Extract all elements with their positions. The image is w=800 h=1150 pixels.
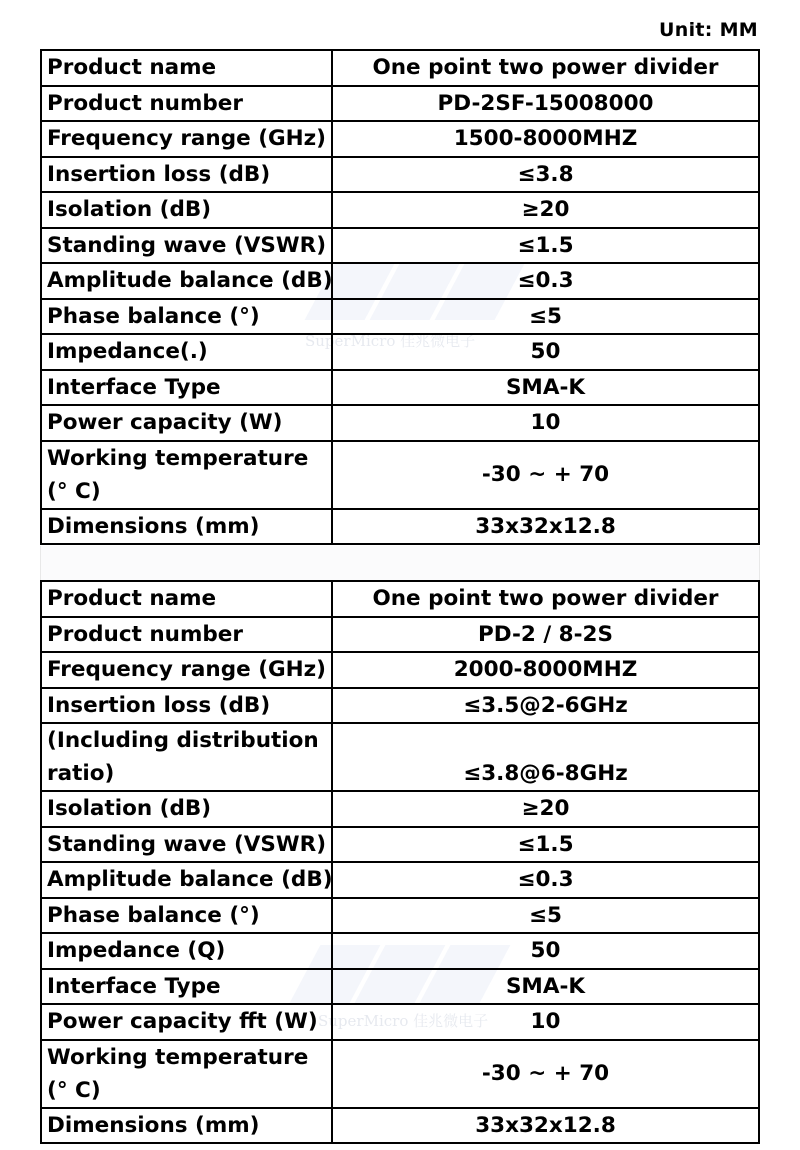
row-label: Frequency range (GHz) [41, 652, 332, 688]
unit-label: Unit: MM [659, 19, 758, 41]
row-value: PD-2 / 8-2S [332, 617, 759, 653]
row-label: Power capacity (W) [41, 405, 332, 441]
table-row [41, 121, 759, 157]
row-value: -30 ~ + 70 [332, 1040, 759, 1108]
row-label: Product name [41, 581, 332, 617]
row-label: Phase balance (°) [41, 299, 332, 335]
row-label: Interface Type [41, 969, 332, 1005]
row-label: Amplitude balance (dB) [41, 862, 332, 898]
table-row [41, 688, 759, 724]
table-row [41, 50, 759, 86]
table-row [41, 370, 759, 406]
row-value: One point two power divider [332, 581, 759, 617]
table-row [41, 192, 759, 228]
row-label: Impedance (Q) [41, 933, 332, 969]
row-value: SMA-K [332, 969, 759, 1005]
table-row [41, 898, 759, 934]
row-value: 50 [332, 334, 759, 370]
row-label: Interface Type [41, 370, 332, 406]
row-value: -30 ~ + 70 [332, 441, 759, 509]
table-row [41, 791, 759, 827]
row-label: Working temperature (° C) [41, 441, 332, 509]
table-row [41, 299, 759, 335]
row-value: ≤1.5 [332, 827, 759, 863]
row-value: 33x32x12.8 [332, 509, 759, 545]
watermark-text-1: SuperMicro 佳兆微电子 [305, 332, 476, 350]
table-row [41, 1040, 759, 1108]
row-label: Amplitude balance (dB) [41, 263, 332, 299]
row-label: Phase balance (°) [41, 898, 332, 934]
row-value: ≤3.5@2-6GHz [332, 688, 759, 724]
row-label: Insertion loss (dB) [41, 688, 332, 724]
row-value: 10 [332, 1004, 759, 1040]
watermark-text-2: SuperMicro 佳兆微电子 [318, 1012, 489, 1030]
table-row [41, 862, 759, 898]
table-row [41, 405, 759, 441]
table-row [41, 228, 759, 264]
row-label: Isolation (dB) [41, 791, 332, 827]
table-row [41, 157, 759, 193]
row-label: Product number [41, 617, 332, 653]
row-value: 50 [332, 933, 759, 969]
row-label: Dimensions (mm) [41, 1108, 332, 1144]
row-label: Standing wave (VSWR) [41, 827, 332, 863]
row-value: ≤0.3 [332, 862, 759, 898]
table-row [41, 933, 759, 969]
table-row [41, 334, 759, 370]
table-row [41, 581, 759, 617]
table-row [41, 441, 759, 509]
row-value: One point two power divider [332, 50, 759, 86]
spec-table-1 [40, 49, 758, 545]
row-label: Power capacity fft (W) [41, 1004, 332, 1040]
row-label: Working temperature (° C) [41, 1040, 332, 1108]
row-value: 10 [332, 405, 759, 441]
row-label: Dimensions (mm) [41, 509, 332, 545]
table-row [41, 86, 759, 122]
row-value: ≤5 [332, 898, 759, 934]
table-row [41, 969, 759, 1005]
row-label: (Including distribution ratio) [41, 723, 332, 791]
row-label: Frequency range (GHz) [41, 121, 332, 157]
row-label: Insertion loss (dB) [41, 157, 332, 193]
row-label: Impedance(.) [41, 334, 332, 370]
table-row [41, 1004, 759, 1040]
row-value: PD-2SF-15008000 [332, 86, 759, 122]
table-row [41, 617, 759, 653]
table-row [41, 652, 759, 688]
row-value: ≤3.8 [332, 157, 759, 193]
table-row [41, 723, 759, 791]
row-value: ≤5 [332, 299, 759, 335]
row-value: ≤0.3 [332, 263, 759, 299]
table-row [41, 509, 759, 545]
row-value: ≤1.5 [332, 228, 759, 264]
row-label: Standing wave (VSWR) [41, 228, 332, 264]
row-value: ≥20 [332, 192, 759, 228]
table-row [41, 827, 759, 863]
row-label: Product number [41, 86, 332, 122]
row-value: 2000-8000MHZ [332, 652, 759, 688]
table-row [41, 1108, 759, 1144]
table-separator [40, 546, 760, 580]
row-value: SMA-K [332, 370, 759, 406]
row-label: Product name [41, 50, 332, 86]
row-value: ≥20 [332, 791, 759, 827]
row-label: Isolation (dB) [41, 192, 332, 228]
row-value: 33x32x12.8 [332, 1108, 759, 1144]
spec-table-2 [40, 580, 758, 1144]
row-value: ≤3.8@6-8GHz [332, 723, 759, 791]
table-row [41, 263, 759, 299]
row-value: 1500-8000MHZ [332, 121, 759, 157]
